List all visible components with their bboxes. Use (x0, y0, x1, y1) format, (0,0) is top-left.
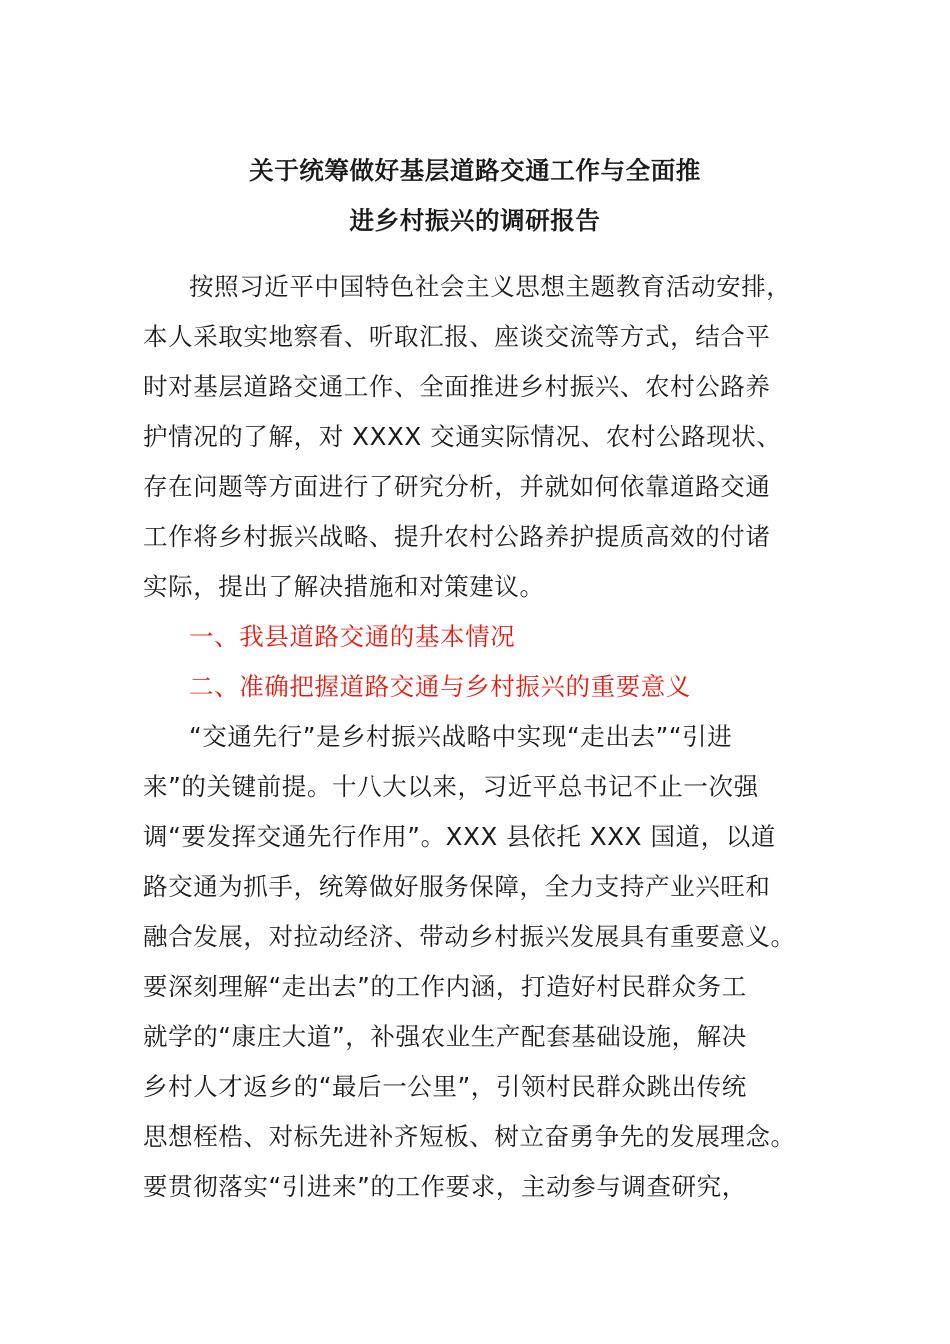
intro-line: 存在问题等方面进行了研究分析，并就如何依靠道路交通 (143, 472, 771, 501)
document-body (143, 262, 815, 1212)
section2-line: 来”的关键前提。十八大以来，习近平总书记不止一次强 (143, 772, 759, 801)
document-title (120, 146, 830, 246)
section2-line: 调“要发挥交通先行作用”。XXX 县依托 XXX 国道，以道 (143, 822, 776, 851)
section2-line: 路交通为抓手，统筹做好服务保障，全力支持产业兴旺和 (143, 872, 771, 901)
intro-line: 护情况的了解，对 XXXX 交通实际情况、农村公路现状、 (143, 422, 782, 451)
section-heading-2: 二、准确把握道路交通与乡村振兴的重要意义 (189, 672, 691, 701)
intro-paragraph (143, 262, 815, 612)
title-line-1: 关于统筹做好基层道路交通工作与全面推 (249, 156, 701, 185)
section2-line: 就学的“康庄大道”，补强农业生产配套基础设施，解决 (143, 1022, 747, 1051)
section-heading-1: 一、我县道路交通的基本情况 (189, 622, 516, 651)
intro-line: 时对基层道路交通工作、全面推进乡村振兴、农村公路养 (143, 372, 771, 401)
intro-line: 实际，提出了解决措施和对策建议。 (143, 572, 545, 601)
title-line-2: 进乡村振兴的调研报告 (349, 206, 601, 235)
section2-line: 乡村人才返乡的“最后一公里”，引领村民群众跳出传统 (143, 1072, 747, 1101)
section2-line: 要贯彻落实“引进来”的工作要求，主动参与调查研究， (143, 1172, 747, 1201)
section2-line: 思想桎梏、对标先进补齐短板、树立奋勇争先的发展理念。 (143, 1122, 796, 1151)
intro-line: 本人采取实地察看、听取汇报、座谈交流等方式，结合平 (143, 322, 771, 351)
section2-line: 融合发展，对拉动经济、带动乡村振兴发展具有重要意义。 (143, 922, 796, 951)
intro-line: 按照习近平中国特色社会主义思想主题教育活动安排， (189, 272, 792, 301)
section2-line: 要深刻理解“走出去”的工作内涵，打造好村民群众务工 (143, 972, 747, 1001)
intro-line: 工作将乡村振兴战略、提升农村公路养护提质高效的付诸 (143, 522, 771, 551)
section2-line: “交通先行”是乡村振兴战略中实现“走出去”“引进 (189, 722, 733, 751)
section2-paragraph (143, 712, 815, 1212)
